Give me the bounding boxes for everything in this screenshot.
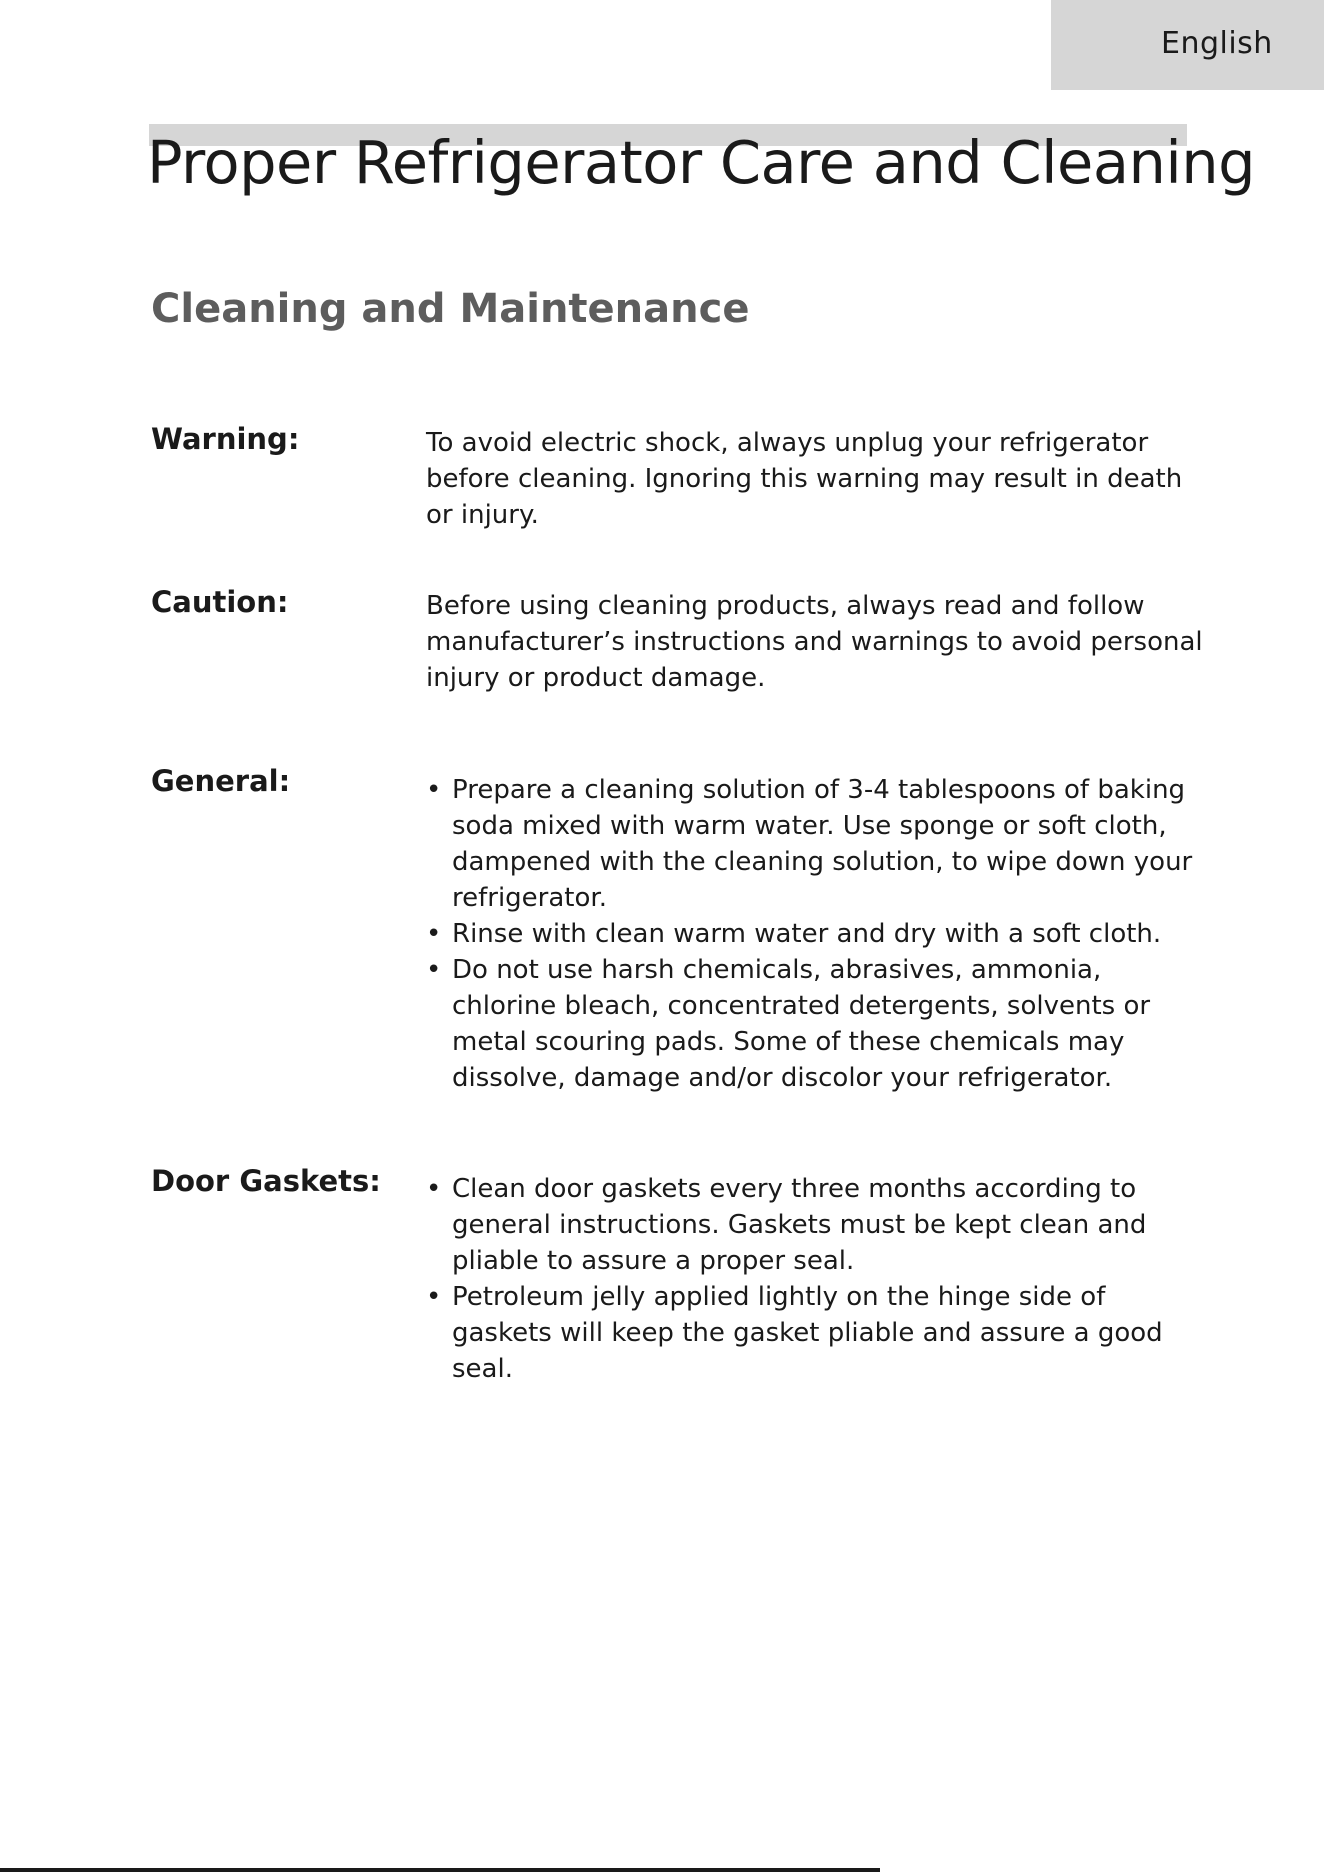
caution-label: Caution:: [151, 585, 289, 619]
general-list: [426, 772, 1206, 1096]
list-item: [426, 916, 1206, 952]
page-title: Proper Refrigerator Care and Cleaning: [147, 128, 1256, 197]
warning-text: [426, 425, 1206, 533]
warning-paragraph: To avoid electric shock, always unplug your refrigerator before cleaning. Ignoring this warning may result in death or injury.: [426, 428, 1183, 530]
warning-label: Warning:: [151, 422, 300, 456]
door-gaskets-label: Door Gaskets:: [151, 1164, 381, 1198]
list-item: [426, 952, 1206, 1096]
list-item-text: Rinse with clean warm water and dry with a soft cloth.: [452, 919, 1162, 949]
section-heading: Cleaning and Maintenance: [151, 286, 750, 332]
bullet-icon: •: [426, 1282, 442, 1312]
list-item: [426, 1279, 1206, 1387]
door-gaskets-list: [426, 1171, 1206, 1387]
list-item: [426, 1171, 1206, 1279]
bullet-icon: •: [426, 919, 442, 949]
list-item-text: Do not use harsh chemicals, abrasives, ammonia, chlorine bleach, concentrated detergents, solvents or metal scouring pads. Some of these chemicals may dissolve, damage and/or discolor your refrigerator.: [452, 955, 1151, 1093]
footer-rule: [0, 1868, 880, 1872]
door-gaskets-text: [426, 1171, 1206, 1387]
list-item-text: Clean door gaskets every three months according to general instructions. Gaskets must be kept clean and pliable to assure a proper seal.: [452, 1174, 1147, 1276]
language-tab: [1051, 0, 1324, 90]
list-item-text: Prepare a cleaning solution of 3-4 tablespoons of baking soda mixed with warm water. Use sponge or soft cloth, dampened with the cleaning solution, to wipe down your refrigerator.: [452, 775, 1193, 913]
language-label: English: [1161, 26, 1273, 61]
caution-text: [426, 588, 1206, 696]
list-item: [426, 772, 1206, 916]
list-item-text: Petroleum jelly applied lightly on the hinge side of gaskets will keep the gasket pliable and assure a good seal.: [452, 1282, 1163, 1384]
bullet-icon: •: [426, 775, 442, 805]
bullet-icon: •: [426, 1174, 442, 1204]
general-text: [426, 772, 1206, 1096]
general-label: General:: [151, 764, 291, 798]
bullet-icon: •: [426, 955, 442, 985]
caution-paragraph: Before using cleaning products, always read and follow manufacturer’s instructions and warnings to avoid personal injury or product damage.: [426, 591, 1203, 693]
